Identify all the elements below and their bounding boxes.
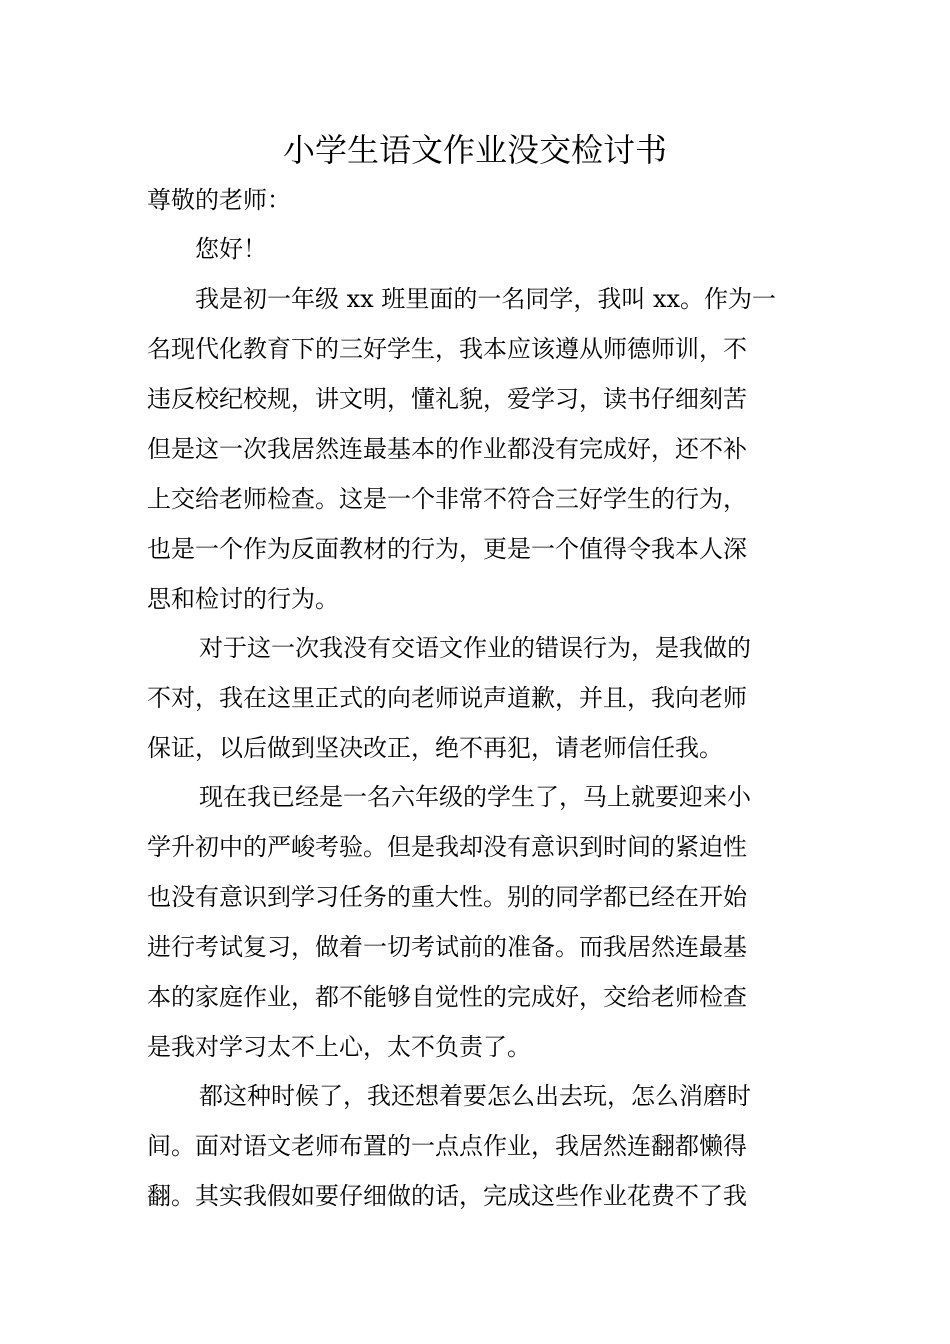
body-line: 不对，我在这里正式的向老师说声道歉，并且，我向老师	[147, 684, 747, 712]
body-line: 是我对学习太不上心，太不负责了。	[147, 1033, 531, 1061]
body-line: 我是初一年级 xx 班里面的一名同学，我叫 xx。作为一	[195, 285, 777, 313]
body-line: 名现代化教育下的三好学生，我本应该遵从师德师训，不	[147, 335, 747, 363]
body-line: 上交给老师检查。这是一个非常不符合三好学生的行为，	[147, 485, 747, 513]
body-line: 进行考试复习，做着一切考试前的准备。而我居然连最基	[147, 933, 747, 961]
body-line: 间。面对语文老师布置的一点点作业，我居然连翻都懒得	[147, 1132, 747, 1160]
body-line: 现在我已经是一名六年级的学生了，马上就要迎来小	[199, 783, 751, 811]
body-line: 翻。其实我假如要仔细做的话，完成这些作业花费不了我	[147, 1182, 747, 1210]
body-line: 但是这一次我居然连最基本的作业都没有完成好，还不补	[147, 435, 747, 463]
body-line: 本的家庭作业，都不能够自觉性的完成好，交给老师检查	[147, 983, 747, 1011]
body-line: 对于这一次我没有交语文作业的错误行为，是我做的	[199, 634, 751, 662]
body-line: 学升初中的严峻考验。但是我却没有意识到时间的紧迫性	[147, 833, 747, 861]
body-line: 也没有意识到学习任务的重大性。别的同学都已经在开始	[147, 883, 747, 911]
body-line: 也是一个作为反面教材的行为，更是一个值得令我本人深	[147, 535, 747, 563]
greeting: 您好！	[195, 235, 267, 263]
document-title: 小学生语文作业没交检讨书	[282, 131, 667, 169]
body-line: 思和检讨的行为。	[147, 585, 339, 613]
salutation: 尊敬的老师：	[147, 186, 291, 214]
body-line: 都这种时候了，我还想着要怎么出去玩，怎么消磨时	[199, 1082, 751, 1110]
body-line: 违反校纪校规，讲文明，懂礼貌，爱学习，读书仔细刻苦	[147, 385, 747, 413]
body-line: 保证，以后做到坚决改正，绝不再犯，请老师信任我。	[147, 734, 723, 762]
